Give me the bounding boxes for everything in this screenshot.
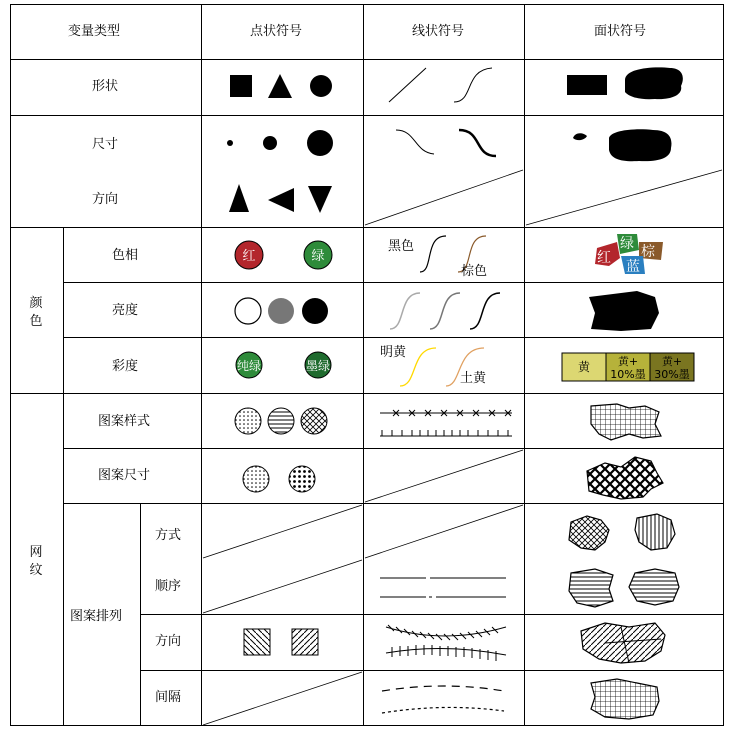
svg-text:纯绿: 纯绿 (236, 359, 262, 373)
hue-point-symbols (202, 228, 363, 282)
row-pattern-arrangement: 图案排列 (70, 609, 123, 624)
size-orientation-point-symbols (202, 116, 363, 227)
row-direction: 方向 (155, 634, 182, 649)
square-symbol (230, 75, 252, 97)
header-point-symbol: 点状符号 (250, 24, 303, 39)
order-line-symbols (364, 559, 524, 614)
row-size: 尺寸 (92, 137, 119, 152)
value-point-symbols (202, 283, 363, 337)
row-manner: 方式 (155, 528, 182, 543)
header-area-symbol: 面状符号 (594, 24, 647, 39)
row-shape: 形状 (92, 79, 119, 94)
pattern-size-point-symbols (202, 449, 363, 503)
row-interval: 间隔 (155, 690, 182, 705)
manner-area-symbols (525, 504, 723, 559)
row-hue: 色相 (112, 248, 139, 263)
saturation-line-symbols (364, 338, 524, 393)
pattern-style-line-symbols (364, 394, 524, 448)
direction-area-symbol (525, 615, 723, 670)
size-area-symbols (525, 116, 723, 176)
svg-text:黄+: 黄+ (661, 355, 683, 368)
row-order: 顺序 (155, 579, 182, 594)
pattern-style-point-symbols (202, 394, 363, 448)
svg-text:棕色: 棕色 (461, 264, 488, 279)
saturation-area-symbols (525, 338, 723, 393)
row-pattern-style: 图案样式 (98, 414, 151, 429)
svg-text:黄: 黄 (577, 360, 591, 374)
svg-text:明黄: 明黄 (380, 345, 407, 360)
pattern-style-area-symbol (525, 394, 723, 448)
row-saturation: 彩度 (112, 359, 139, 374)
shape-line-symbols (364, 60, 524, 115)
svg-text:土黄: 土黄 (460, 371, 487, 386)
size-line-symbols (364, 116, 524, 176)
svg-text:黑色: 黑色 (388, 239, 415, 254)
svg-text:黄+: 黄+ (617, 355, 639, 368)
triangle-symbol (268, 74, 292, 98)
svg-text:棕: 棕 (641, 244, 655, 260)
shape-area-symbols (525, 60, 723, 115)
header-line-symbol: 线状符号 (412, 24, 465, 39)
shape-point-symbols (202, 60, 363, 115)
value-area-symbol (525, 283, 723, 337)
svg-text:10%墨: 10%墨 (610, 368, 646, 381)
saturation-point-symbols (202, 338, 363, 393)
hue-area-symbols (525, 228, 723, 282)
svg-text:绿: 绿 (620, 236, 634, 252)
direction-point-symbols (202, 615, 363, 670)
circle-symbol (310, 75, 332, 97)
group-texture: 网纹 (29, 545, 43, 578)
svg-text:绿: 绿 (311, 249, 325, 264)
svg-text:红: 红 (597, 250, 611, 266)
direction-line-symbols (364, 615, 524, 670)
svg-text:蓝: 蓝 (626, 259, 640, 275)
pattern-size-area-symbol (525, 449, 723, 503)
value-line-symbols (364, 283, 524, 337)
group-color: 颜色 (29, 296, 43, 329)
header-variable-type: 变量类型 (68, 24, 121, 39)
hue-line-symbols (364, 228, 524, 282)
row-orientation: 方向 (92, 192, 119, 207)
row-pattern-size: 图案尺寸 (98, 468, 151, 483)
row-value: 亮度 (112, 303, 139, 318)
svg-text:30%墨: 30%墨 (654, 368, 690, 381)
svg-text:墨绿: 墨绿 (305, 359, 331, 373)
interval-line-symbols (364, 671, 524, 726)
svg-text:红: 红 (242, 249, 256, 264)
order-area-symbols (525, 559, 723, 614)
interval-area-symbol (525, 671, 723, 726)
